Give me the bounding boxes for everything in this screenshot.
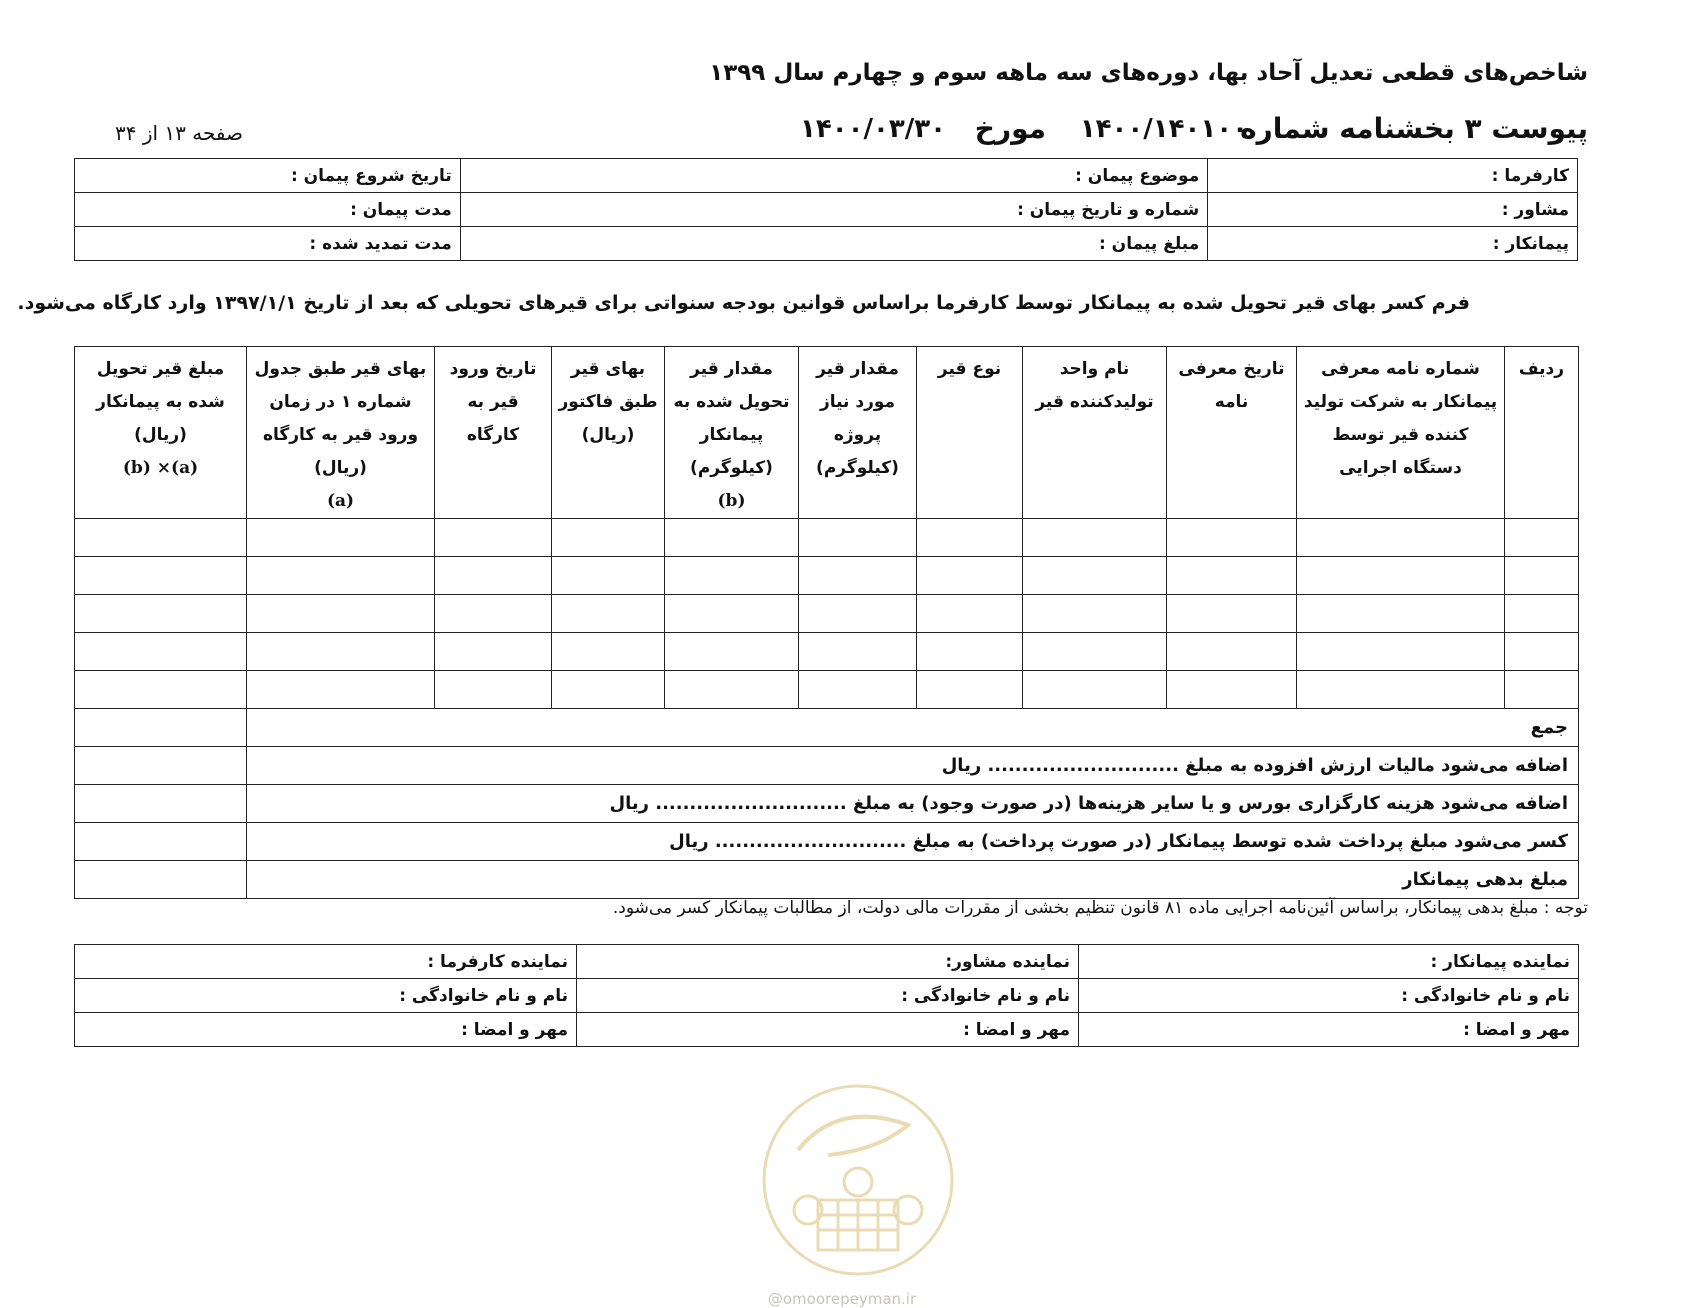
col-required-quantity: مقدار قیر مورد نیاز پروژه (کیلوگرم) <box>799 347 917 519</box>
dated-label: مورخ <box>974 112 1046 145</box>
table-row <box>75 519 1579 557</box>
page-number: صفحه ۱۳ از ۳۴ <box>115 121 243 145</box>
col-producer-name: نام واحد تولیدکننده قیر <box>1023 347 1167 519</box>
summary-row-brokerage <box>75 785 1579 823</box>
employer-field[interactable]: کارفرما : <box>1208 159 1578 193</box>
consultant-rep[interactable]: نماینده مشاور: <box>577 945 1079 979</box>
info-row <box>75 193 1578 227</box>
mark-ab: (a)× (b) <box>122 458 199 478</box>
contractor-seal[interactable]: مهر و امضا : <box>1079 1013 1579 1047</box>
summary-row-vat <box>75 747 1579 785</box>
contractor-field[interactable]: پیمانکار : <box>1208 227 1578 261</box>
note-text: توجه : مبلغ بدهی پیمانکار، براساس آئین‌نامه اجرایی ماده ۸۱ قانون تنظیم بخشی از مقررات مالی دولت، از مطالبات پیمانکار کسر می‌شود. <box>612 898 1588 918</box>
table-row <box>75 633 1579 671</box>
summary-row-total <box>75 709 1579 747</box>
info-row <box>75 227 1578 261</box>
brokerage-value[interactable] <box>75 785 247 823</box>
contract-info-table <box>74 158 1578 261</box>
subject-field[interactable]: موضوع پیمان : <box>460 159 1207 193</box>
col-table1-price: بهای قیر طبق جدول شماره ۱ در زمان ورود قیر به کارگاه (ریال) (a) <box>247 347 435 519</box>
bitumen-table <box>74 346 1579 899</box>
signature-row <box>75 979 1579 1013</box>
col-intro-letter-number: شماره نامه معرفی پیمانکار به شرکت تولید کننده قیر توسط دستگاه اجرایی <box>1297 347 1505 519</box>
total-value[interactable] <box>75 709 247 747</box>
consultant-seal[interactable]: مهر و امضا : <box>577 1013 1079 1047</box>
summary-row-paid <box>75 823 1579 861</box>
signature-row <box>75 1013 1579 1047</box>
contract-amount-field[interactable]: مبلغ پیمان : <box>460 227 1207 261</box>
contractor-rep[interactable]: نماینده پیمانکار : <box>1079 945 1579 979</box>
paid-value[interactable] <box>75 823 247 861</box>
paid-label: کسر می‌شود مبلغ پرداخت شده توسط پیمانکار (در صورت پرداخت) به مبلغ ............................ ریال <box>247 823 1579 861</box>
table-header-row <box>75 347 1579 519</box>
employer-seal[interactable]: مهر و امضا : <box>75 1013 577 1047</box>
total-label: جمع <box>247 709 1579 747</box>
form-heading: فرم کسر بهای قیر تحویل شده به پیمانکار توسط کارفرما براساس قوانین بودجه سنواتی برای قیرهای تحویلی که بعد از تاریخ ۱۳۹۷/۱/۱ وارد کارگاه می‌شود. <box>17 292 1470 314</box>
consultant-name[interactable]: نام و نام خانوادگی : <box>577 979 1079 1013</box>
mark-a: (a) <box>326 491 355 511</box>
col-delivered-quantity: مقدار قیر تحویل شده به پیمانکار (کیلوگرم) (b) <box>665 347 799 519</box>
document-title: شاخص‌های قطعی تعدیل آحاد بها، دوره‌های سه ماهه سوم و چهارم سال ۱۳۹۹ <box>709 60 1588 86</box>
brokerage-label: اضافه می‌شود هزینه کارگزاری بورس و یا سایر هزینه‌ها (در صورت وجود) به مبلغ ............................ ریال <box>247 785 1579 823</box>
table-row <box>75 595 1579 633</box>
debt-label: مبلغ بدهی پیمانکار <box>247 861 1579 899</box>
consultant-field[interactable]: مشاور : <box>1208 193 1578 227</box>
debt-value[interactable] <box>75 861 247 899</box>
col-arrival-date: تاریخ ورود قیر به کارگاه <box>435 347 552 519</box>
table-row <box>75 557 1579 595</box>
vat-value[interactable] <box>75 747 247 785</box>
duration-field[interactable]: مدت پیمان : <box>75 193 461 227</box>
summary-row-debt <box>75 861 1579 899</box>
watermark-caption: @omoorepeyman.ir <box>767 1290 917 1308</box>
col-row-number: ردیف <box>1505 347 1579 519</box>
circular-line <box>438 112 1588 152</box>
col-delivered-amount: مبلغ قیر تحویل شده به پیمانکار (ریال) (a)× (b) <box>75 347 247 519</box>
start-date-field[interactable]: تاریخ شروع پیمان : <box>75 159 461 193</box>
contractor-name[interactable]: نام و نام خانوادگی : <box>1079 979 1579 1013</box>
info-row <box>75 159 1578 193</box>
col-intro-letter-date: تاریخ معرفی نامه <box>1167 347 1297 519</box>
signature-row <box>75 945 1579 979</box>
employer-name[interactable]: نام و نام خانوادگی : <box>75 979 577 1013</box>
circular-date: ۱۴۰۰/۰۳/۳۰ <box>800 114 946 144</box>
col-invoice-price: بهای قیر طبق فاکتور (ریال) <box>552 347 665 519</box>
col-bitumen-type: نوع قیر <box>917 347 1023 519</box>
circular-label: پیوست ۳ بخشنامه شماره <box>1240 112 1588 145</box>
extended-duration-field[interactable]: مدت تمدید شده : <box>75 227 461 261</box>
employer-rep[interactable]: نماینده کارفرما : <box>75 945 577 979</box>
signature-table <box>74 944 1579 1047</box>
watermark-seal-icon <box>758 1080 958 1280</box>
contract-number-date-field[interactable]: شماره و تاریخ پیمان : <box>460 193 1207 227</box>
table-row <box>75 671 1579 709</box>
mark-b: (b) <box>717 491 746 511</box>
vat-label: اضافه می‌شود مالیات ارزش افزوده به مبلغ ............................ ریال <box>247 747 1579 785</box>
circular-number: ۱۴۰۰/۱۴۰۱۰۰ <box>1079 114 1248 144</box>
